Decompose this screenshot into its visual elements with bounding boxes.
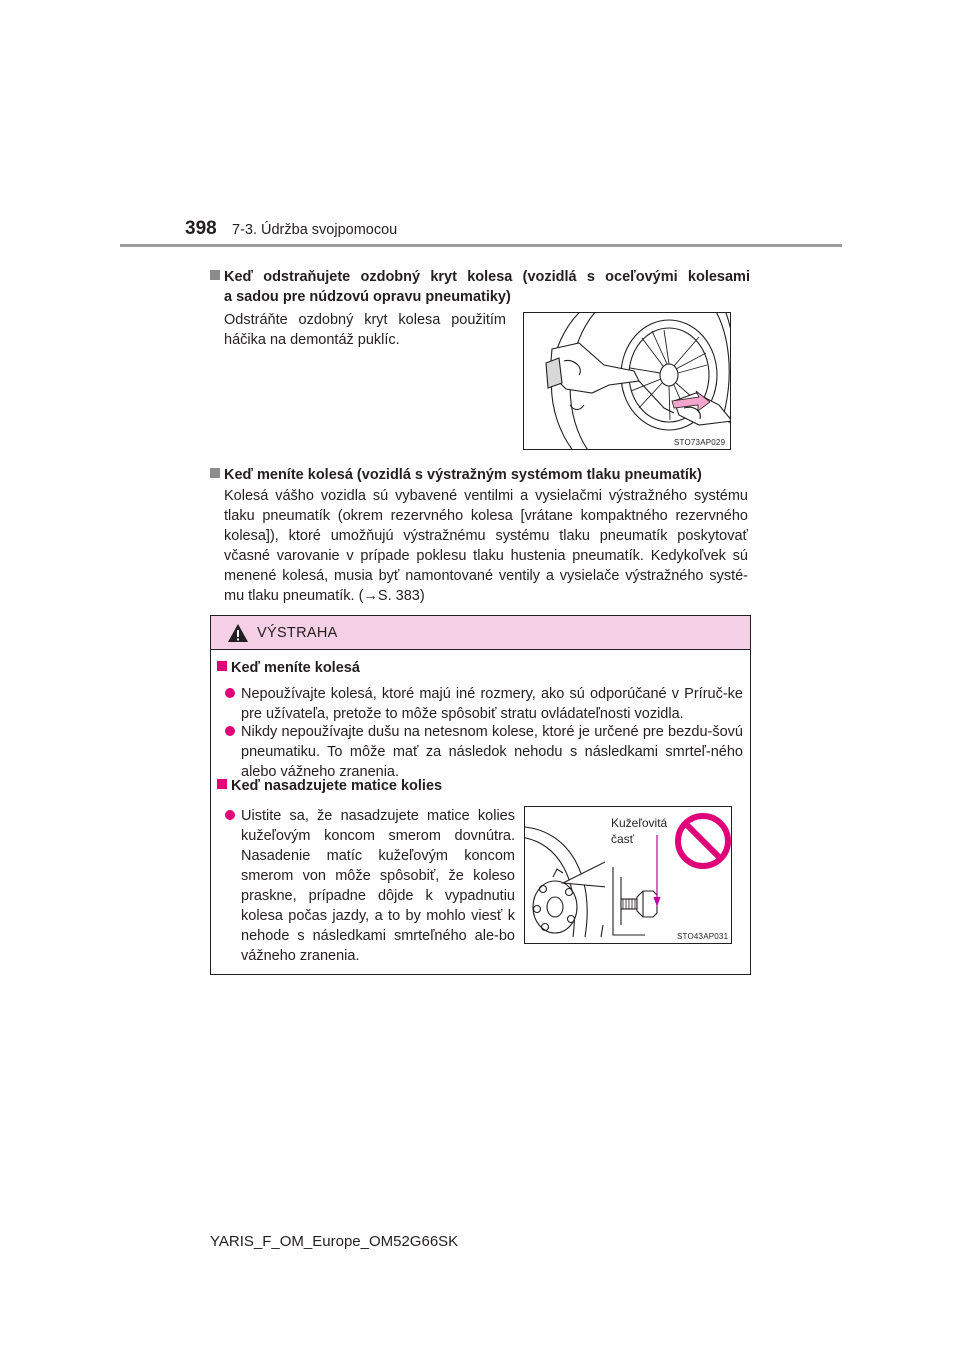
header-rule [120,244,842,247]
square-bullet-icon [217,661,227,671]
round-bullet-icon [225,726,235,736]
heading-hubcap-removal [210,267,750,307]
wheel-nut-figure [524,806,732,944]
section-title: 7-3. Údržba svojpomocou [232,222,398,238]
warning-heading-nuts: Keď nasadzujete matice kolies [217,776,442,796]
square-bullet-icon [210,468,220,478]
heading-tpms-wheels: Keď meníte kolesá (vozidlá s výstražným systémom tlaku pneumatík) [210,465,750,485]
round-bullet-icon [225,810,235,820]
heading-line-2: a sadou pre núdzovú opravu pneumatiky) [224,289,511,305]
hubcap-removal-figure [523,312,731,450]
heading-word: kolesa [467,269,513,285]
heading-word: kryt [430,269,457,285]
tpms-paragraph: Kolesá vášho vozidla sú vybavené ventilmi a vysielačmi výstražného systému tlaku pneumatík (okrem rezervného kolesa [vrátane kompaktného rezervného kolesa]), ktoré umožňujú výstražnému systému tlaku pneumatík poskytovať včasné varovanie v prípade poklesu tlaku hustenia pneumatík. Kedykoľvek sú menené kolesá, musia byť namontované ventily a vysielače výstražného systé-mu tlaku pneumatík. (→S. 383) [224,488,748,604]
square-bullet-icon [210,270,220,280]
heading-word: (vozidlá [522,269,577,285]
warning-bullet: Uistite sa, že nasadzujete matice kolies kužeľovým koncom smerom dovnútra. Nasadenie matíc kužeľovým koncom smerom von môže spôsobiť, že koleso praskne, prípadne dôjde k vypadnutiu kolesa počas jazdy, a to by mohlo viesť k nehode s následkami smrteľného ale-bo vážneho zranenia. [225,806,515,966]
heading-word: odstraňujete [263,269,351,285]
warning-heading-wheels: Keď meníte kolesá [217,658,360,678]
warning-bullet: Nikdy nepoužívajte dušu na netesnom kolese, ktoré je určené pre bezdu-šovú pneumatiku. To môže mať za následok nehodu s následkami smrteľ-ného alebo vážneho zranenia. [225,722,743,782]
heading-word: Keď [210,267,253,287]
hubcap-instruction-text: Odstráňte ozdobný kryt kolesa použitím háčika na demontáž puklíc. [224,312,506,348]
heading-word: s [586,269,595,285]
conical-part-label: Kužeľovitá časť [611,816,668,846]
wheel-cover-illustration [524,313,731,450]
footer-document-code: YARIS_F_OM_Europe_OM52G66SK [210,1233,459,1250]
warning-triangle-icon [227,623,249,643]
warning-header [211,616,750,650]
page-number: 398 [185,218,217,239]
heading-word: oceľovými [605,269,678,285]
heading-word: ozdobný [360,269,421,285]
figure-code: STO73AP029 [674,438,726,447]
square-bullet-icon [217,779,227,789]
warning-title: VÝSTRAHA [257,624,338,641]
heading-word: kolesami [687,269,750,285]
warning-bullet: Nepoužívajte kolesá, ktoré majú iné rozmery, ako sú odporúčané v Príruč-ke pre užívateľa, pretože to môže spôsobiť stratu ovládateľnosti vozidla. [225,684,743,724]
round-bullet-icon [225,688,235,698]
figure-code: STO43AP031 [677,932,729,941]
